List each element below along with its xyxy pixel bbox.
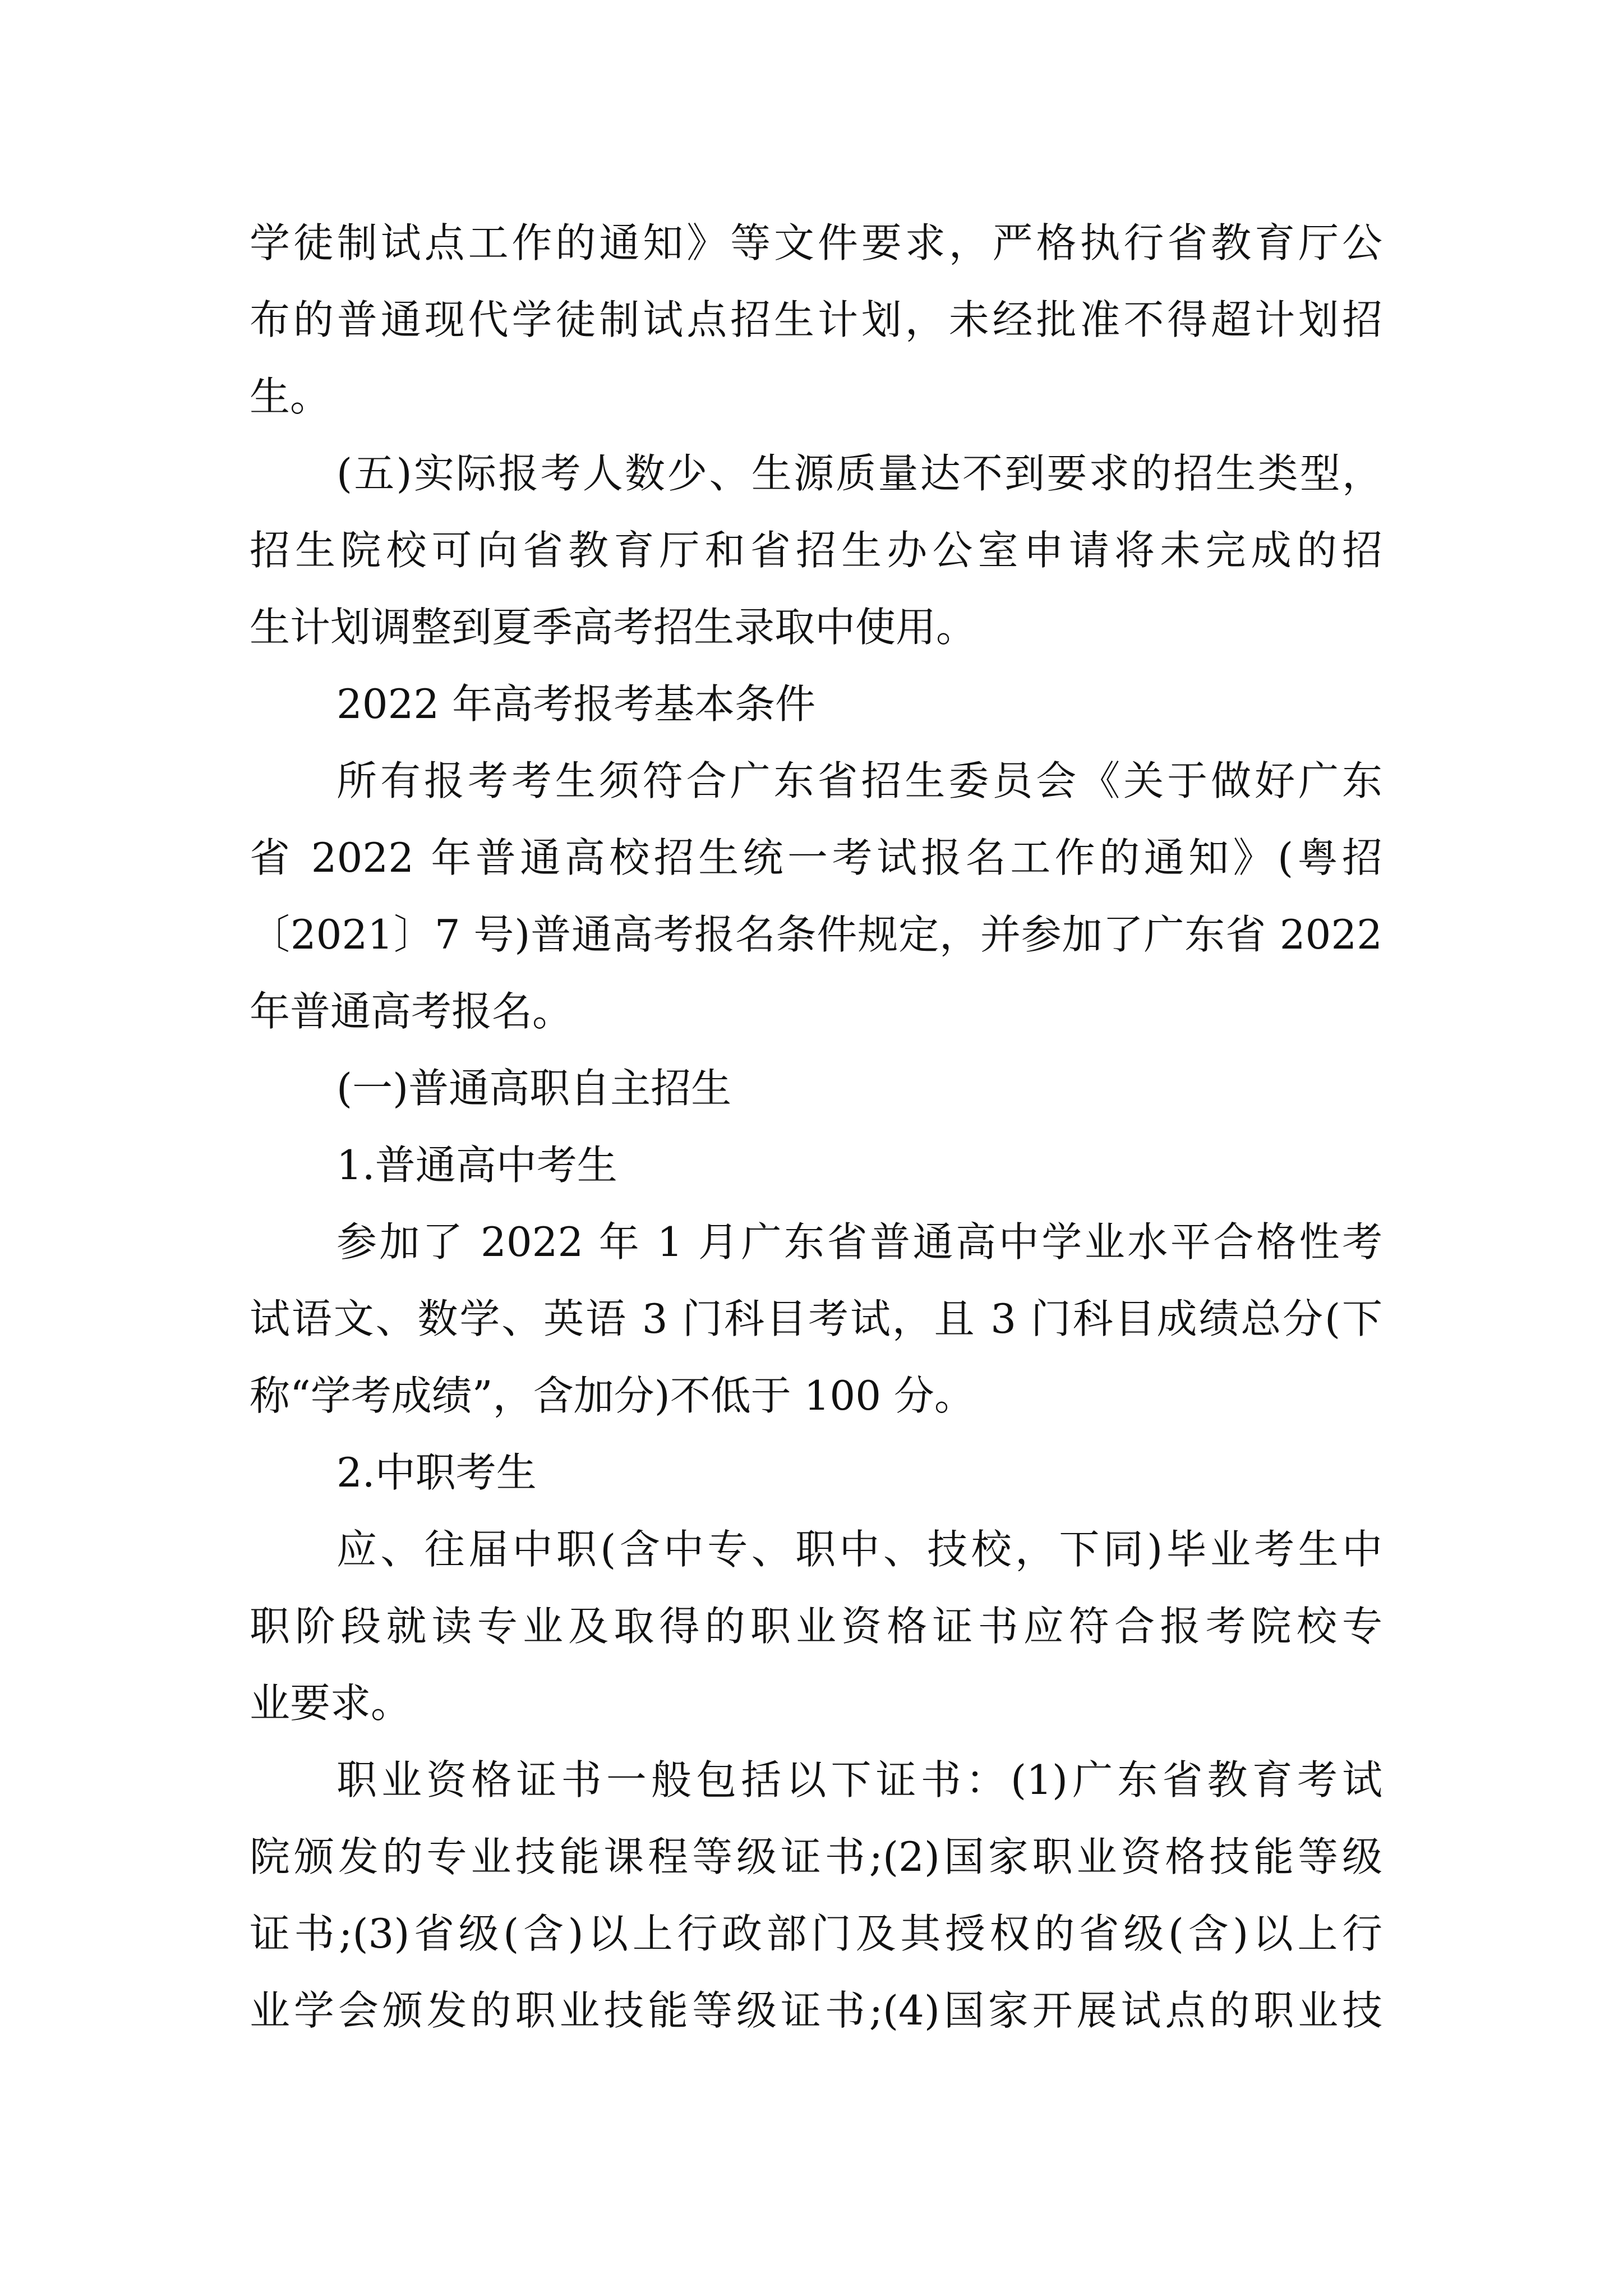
text-line: 省 2022 年普通高校招生统一考试报名工作的通知》(粤招 bbox=[250, 834, 1382, 881]
text-line: 生。 bbox=[250, 373, 331, 420]
text-line: 参加了 2022 年 1 月广东省普通高中学业水平合格性考 bbox=[336, 1218, 1382, 1266]
text-line: 业要求。 bbox=[250, 1680, 412, 1727]
section-heading: 2022 年高考报考基本条件 bbox=[336, 680, 816, 728]
text-line: 学徒制试点工作的通知》等文件要求，严格执行省教育厅公 bbox=[250, 219, 1382, 266]
text-line: 证书;(3)省级(含)以上行政部门及其授权的省级(含)以上行 bbox=[250, 1910, 1382, 1957]
section-heading: (一)普通高职自主招生 bbox=[336, 1065, 732, 1112]
text-line: 称“学考成绩”，含加分)不低于 100 分。 bbox=[250, 1372, 975, 1419]
text-line: 布的普通现代学徒制试点招生计划，未经批准不得超计划招 bbox=[250, 296, 1382, 343]
text-line: 招生院校可向省教育厅和省招生办公室申请将未完成的招 bbox=[250, 527, 1382, 574]
text-line: 〔2021〕7 号)普通高考报名条件规定，并参加了广东省 2022 bbox=[250, 911, 1382, 958]
text-line: 院颁发的专业技能课程等级证书;(2)国家职业资格技能等级 bbox=[250, 1833, 1382, 1880]
text-line: 试语文、数学、英语 3 门科目考试，且 3 门科目成绩总分(下 bbox=[250, 1295, 1382, 1342]
text-line: 职业资格证书一般包括以下证书：(1)广东省教育考试 bbox=[336, 1756, 1382, 1803]
text-line: 职阶段就读专业及取得的职业资格证书应符合报考院校专 bbox=[250, 1603, 1382, 1650]
text-line: 业学会颁发的职业技能等级证书;(4)国家开展试点的职业技 bbox=[250, 1987, 1382, 2034]
text-line: (五)实际报考人数少、生源质量达不到要求的招生类型， bbox=[336, 450, 1382, 497]
text-line: 生计划调整到夏季高考招生录取中使用。 bbox=[250, 604, 977, 651]
section-heading: 2.中职考生 bbox=[336, 1449, 537, 1496]
text-line: 所有报考考生须符合广东省招生委员会《关于做好广东 bbox=[336, 757, 1382, 804]
text-line: 年普通高考报名。 bbox=[250, 988, 573, 1035]
text-line: 应、往届中职(含中专、职中、技校，下同)毕业考生中 bbox=[336, 1526, 1382, 1573]
section-heading: 1.普通高中考生 bbox=[336, 1142, 617, 1189]
